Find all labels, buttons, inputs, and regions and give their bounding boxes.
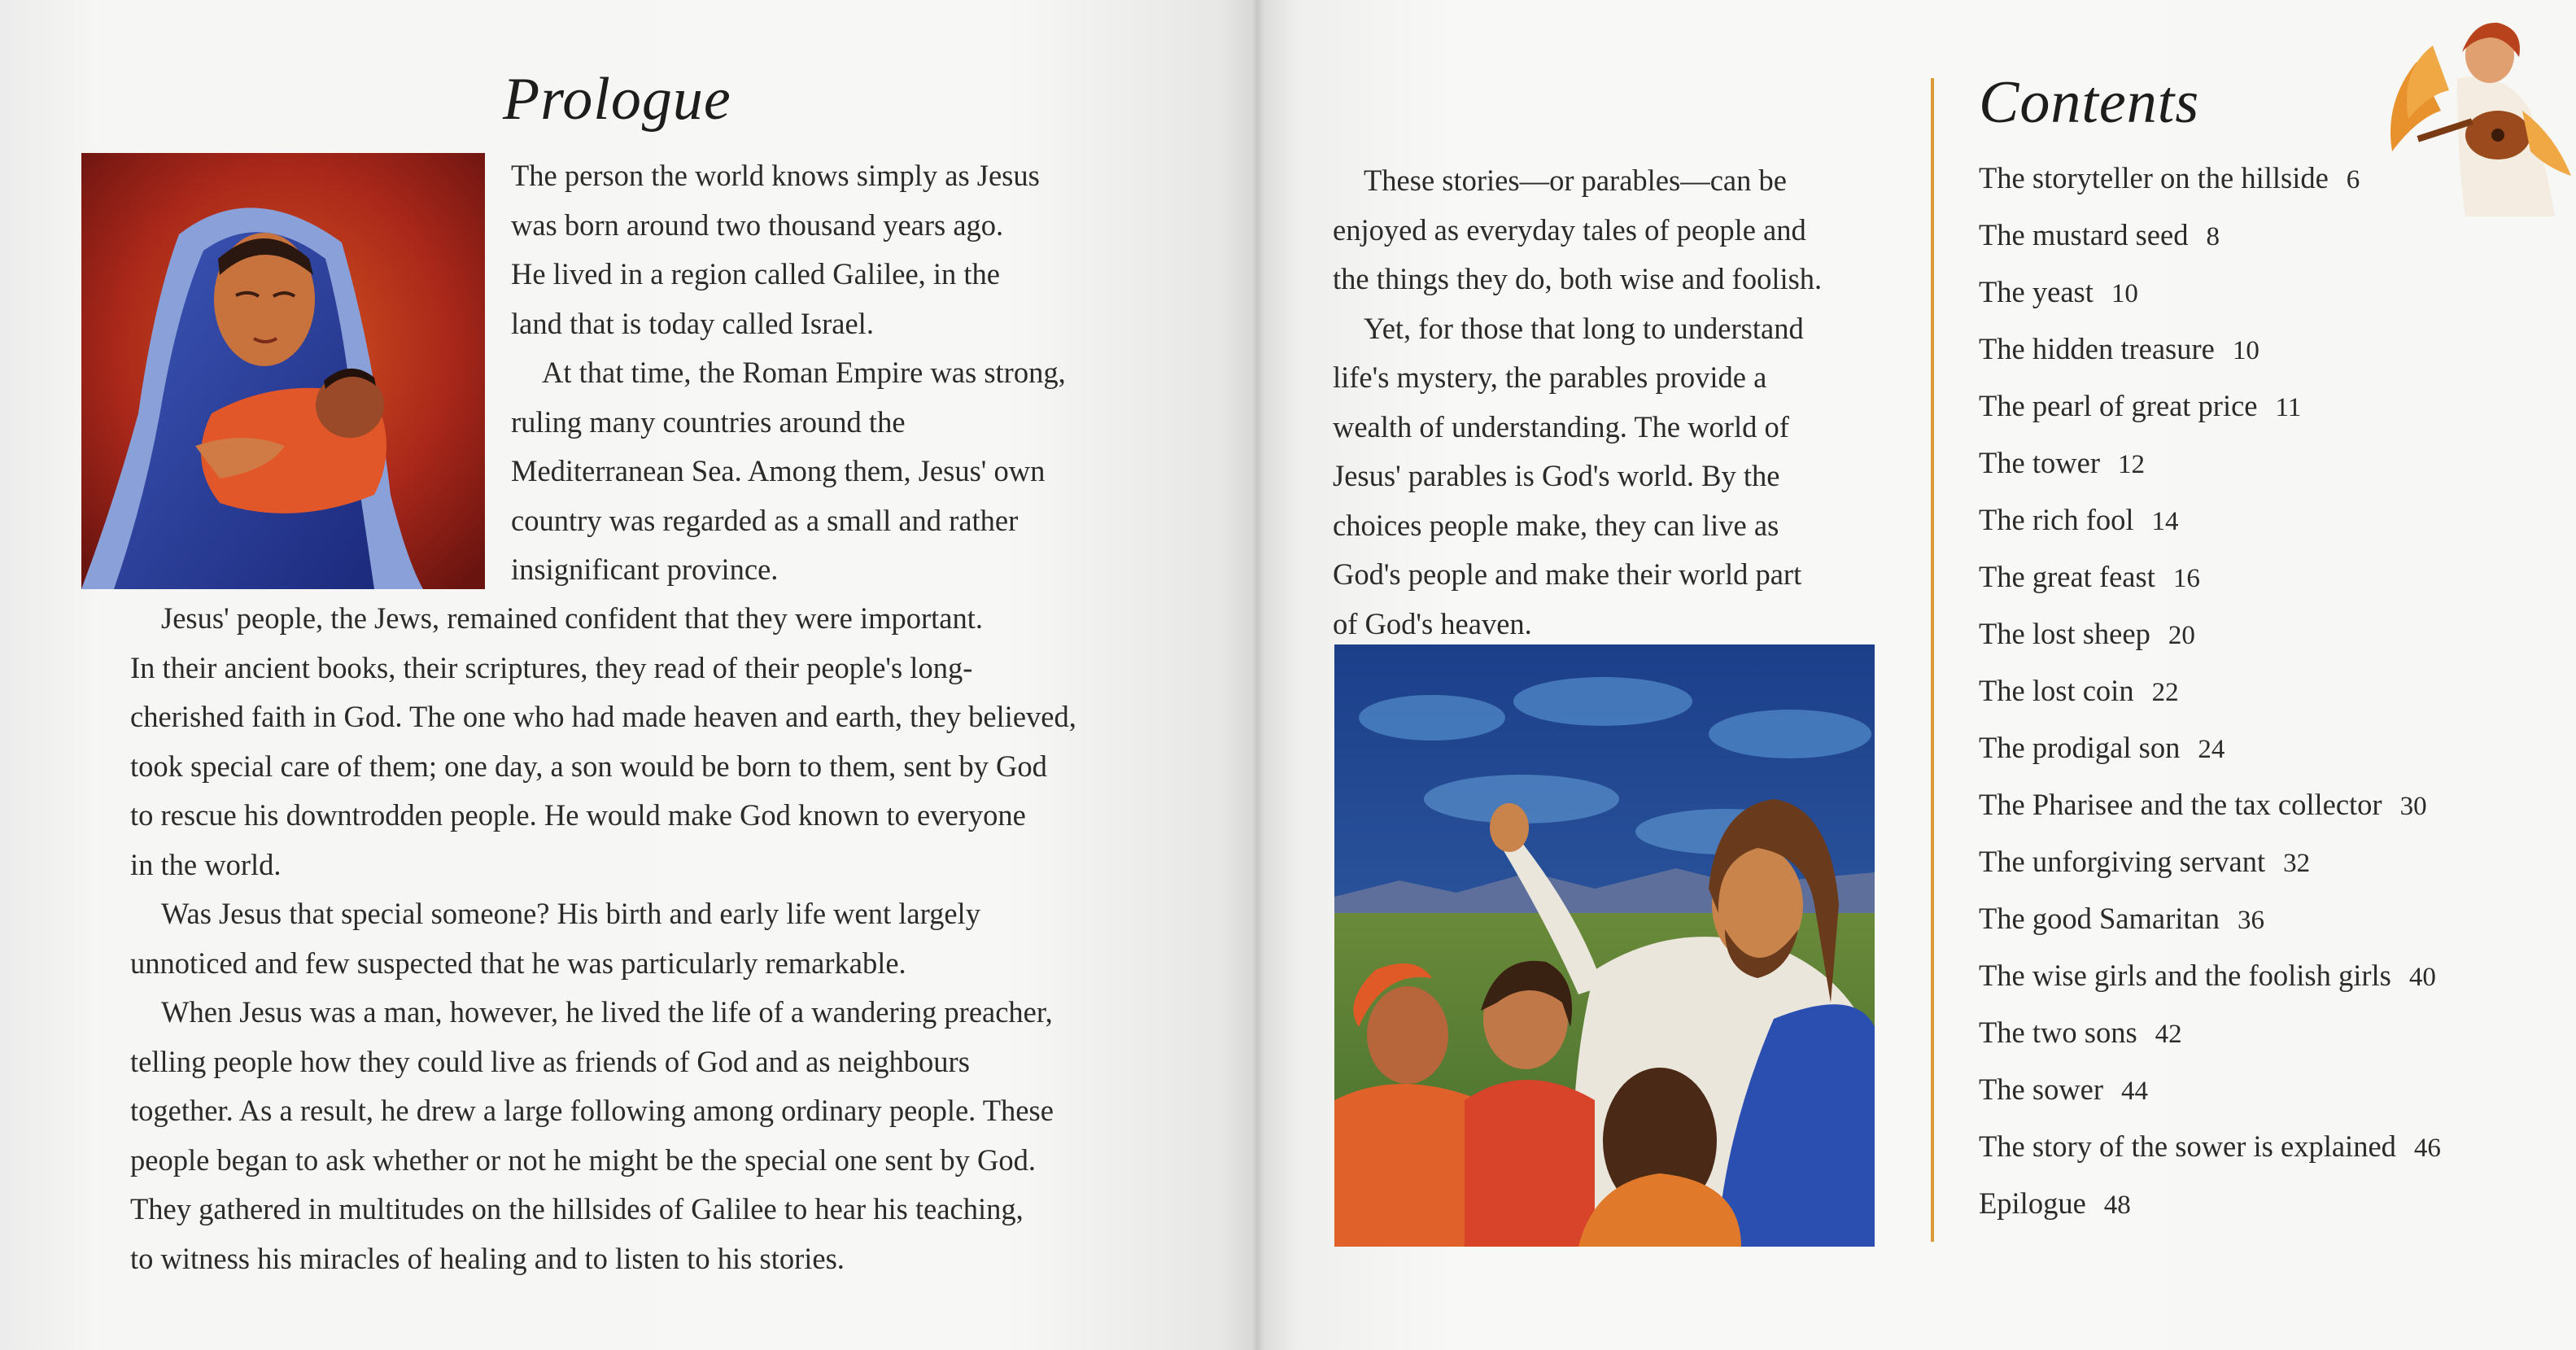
text-line: unnoticed and few suspected that he was particularly remarkable. bbox=[130, 946, 906, 980]
text-line: in the world. bbox=[130, 847, 282, 881]
toc-item-page: 10 bbox=[2111, 279, 2138, 308]
left-page bbox=[0, 0, 1258, 1350]
text-line: In their ancient books, their scriptures, they read of their people's long- bbox=[130, 650, 973, 684]
text-line: of God's heaven. bbox=[1333, 606, 1532, 640]
text-line: choices people make, they can live as bbox=[1333, 508, 1779, 542]
toc-item-title: The sower bbox=[1979, 1073, 2104, 1106]
toc-item-page: 14 bbox=[2151, 507, 2179, 536]
toc-item[interactable] bbox=[1979, 548, 2565, 605]
text-line: These stories—or parables—can be bbox=[1364, 164, 1787, 197]
toc-item[interactable] bbox=[1979, 719, 2565, 776]
toc-item-page: 42 bbox=[2155, 1020, 2182, 1049]
text-line: country was regarded as a small and rather bbox=[511, 503, 1019, 537]
toc-item[interactable] bbox=[1979, 833, 2565, 890]
toc-item-title: The hidden treasure bbox=[1979, 332, 2215, 365]
text-line: At that time, the Roman Empire was strong, bbox=[542, 356, 1066, 389]
text-line: enjoyed as everyday tales of people and bbox=[1333, 212, 1806, 247]
angel-with-lute-icon bbox=[2384, 13, 2576, 225]
toc-item-page: 6 bbox=[2346, 165, 2360, 194]
toc-item[interactable] bbox=[1979, 1004, 2565, 1061]
text-line: God's people and make their world part bbox=[1333, 557, 1802, 591]
contents-title: Contents bbox=[1979, 69, 2200, 136]
text-line: When Jesus was a man, however, he lived the life of a wandering preacher, bbox=[161, 995, 1053, 1029]
toc-item-title: Epilogue bbox=[1979, 1186, 2086, 1220]
text-line: Was Jesus that special someone? His birth and early life went largely bbox=[161, 897, 980, 930]
text-line: land that is today called Israel. bbox=[511, 306, 874, 340]
toc-item-title: The unforgiving servant bbox=[1979, 845, 2266, 878]
toc-item[interactable] bbox=[1979, 605, 2565, 662]
toc-item-title: The storyteller on the hillside bbox=[1979, 161, 2329, 194]
text-line: together. As a result, he drew a large following among ordinary people. These bbox=[130, 1094, 1054, 1127]
contents-divider-rule bbox=[1931, 78, 1934, 1242]
prologue-body-text bbox=[130, 594, 1115, 1283]
toc-item-page: 10 bbox=[2232, 336, 2259, 365]
text-line: insignificant province. bbox=[511, 553, 779, 586]
toc-item-title: The prodigal son bbox=[1979, 731, 2181, 764]
text-line: wealth of understanding. The world of bbox=[1333, 409, 1789, 443]
toc-item-title: The lost sheep bbox=[1979, 617, 2150, 650]
toc-item-page: 44 bbox=[2121, 1077, 2149, 1106]
text-line: to rescue his downtrodden people. He would make God known to everyone bbox=[130, 798, 1026, 832]
text-line: They gathered in multitudes on the hillsides of Galilee to hear his teaching, bbox=[130, 1192, 1024, 1225]
text-line: Jesus' parables is God's world. By the bbox=[1333, 459, 1780, 492]
parables-intro-text bbox=[1333, 156, 1910, 649]
toc-item-title: The rich fool bbox=[1979, 503, 2134, 536]
toc-item[interactable] bbox=[1979, 264, 2565, 321]
toc-item-page: 40 bbox=[2408, 963, 2436, 992]
text-line: telling people how they could live as friends of God and as neighbours bbox=[130, 1044, 970, 1078]
toc-item-page: 12 bbox=[2117, 450, 2145, 479]
toc-item[interactable] bbox=[1979, 321, 2565, 378]
toc-item-page: 32 bbox=[2283, 849, 2311, 878]
toc-item-page: 16 bbox=[2172, 564, 2200, 593]
toc-item-page: 36 bbox=[2237, 906, 2264, 935]
toc-item-page: 48 bbox=[2103, 1191, 2131, 1220]
toc-item-title: The Pharisee and the tax collector bbox=[1979, 788, 2382, 821]
toc-item-page: 8 bbox=[2206, 222, 2220, 251]
text-line: Mediterranean Sea. Among them, Jesus' own bbox=[511, 454, 1046, 487]
toc-item-title: The yeast bbox=[1979, 275, 2094, 308]
prologue-intro-text bbox=[511, 151, 1113, 595]
text-line: Jesus' people, the Jews, remained confident that they were important. bbox=[161, 601, 984, 635]
toc-item-title: The two sons bbox=[1979, 1016, 2137, 1049]
toc-item-title: The great feast bbox=[1979, 560, 2155, 593]
toc-item-title: The story of the sower is explained bbox=[1979, 1129, 2396, 1163]
toc-item-page: 20 bbox=[2168, 621, 2195, 650]
text-line: cherished faith in God. The one who had made heaven and earth, they believed, bbox=[130, 700, 1076, 733]
text-line: the things they do, both wise and foolish. bbox=[1333, 262, 1823, 295]
book-gutter bbox=[1251, 0, 1264, 1350]
toc-item[interactable] bbox=[1979, 776, 2565, 833]
toc-item-title: The lost coin bbox=[1979, 674, 2134, 707]
text-line: The person the world knows simply as Jesus bbox=[511, 159, 1040, 192]
madonna-and-child-illustration bbox=[81, 153, 485, 589]
text-line: was born around two thousand years ago. bbox=[511, 208, 1004, 242]
toc-item[interactable] bbox=[1979, 492, 2565, 548]
toc-item-title: The wise girls and the foolish girls bbox=[1979, 959, 2391, 992]
toc-item[interactable] bbox=[1979, 1175, 2565, 1232]
toc-item-title: The good Samaritan bbox=[1979, 902, 2220, 935]
toc-item-page: 30 bbox=[2399, 792, 2427, 821]
toc-item[interactable] bbox=[1979, 1118, 2565, 1175]
toc-item[interactable] bbox=[1979, 890, 2565, 947]
toc-item[interactable] bbox=[1979, 378, 2565, 435]
table-of-contents bbox=[1979, 150, 2565, 1232]
text-line: life's mystery, the parables provide a bbox=[1333, 360, 1767, 394]
toc-item[interactable] bbox=[1979, 662, 2565, 719]
text-line: ruling many countries around the bbox=[511, 404, 906, 439]
toc-item-page: 46 bbox=[2413, 1134, 2441, 1163]
toc-item-title: The pearl of great price bbox=[1979, 389, 2258, 422]
text-line: took special care of them; one day, a son would be born to them, sent by God bbox=[130, 749, 1047, 783]
page-title: Prologue bbox=[503, 66, 731, 133]
text-line: Yet, for those that long to understand bbox=[1364, 311, 1804, 345]
toc-item-title: The tower bbox=[1979, 446, 2100, 479]
toc-item-title: The mustard seed bbox=[1979, 218, 2189, 251]
toc-item-page: 24 bbox=[2198, 735, 2225, 764]
text-line: people began to ask whether or not he might be the special one sent by God. bbox=[130, 1142, 1036, 1177]
toc-item[interactable] bbox=[1979, 435, 2565, 492]
toc-item-page: 11 bbox=[2275, 393, 2302, 422]
jesus-teaching-illustration bbox=[1334, 644, 1875, 1247]
text-line: to witness his miracles of healing and to listen to his stories. bbox=[130, 1241, 845, 1275]
toc-item[interactable] bbox=[1979, 1061, 2565, 1118]
toc-item[interactable] bbox=[1979, 947, 2565, 1004]
toc-item-page: 22 bbox=[2151, 678, 2179, 707]
text-line: He lived in a region called Galilee, in the bbox=[511, 257, 1001, 291]
